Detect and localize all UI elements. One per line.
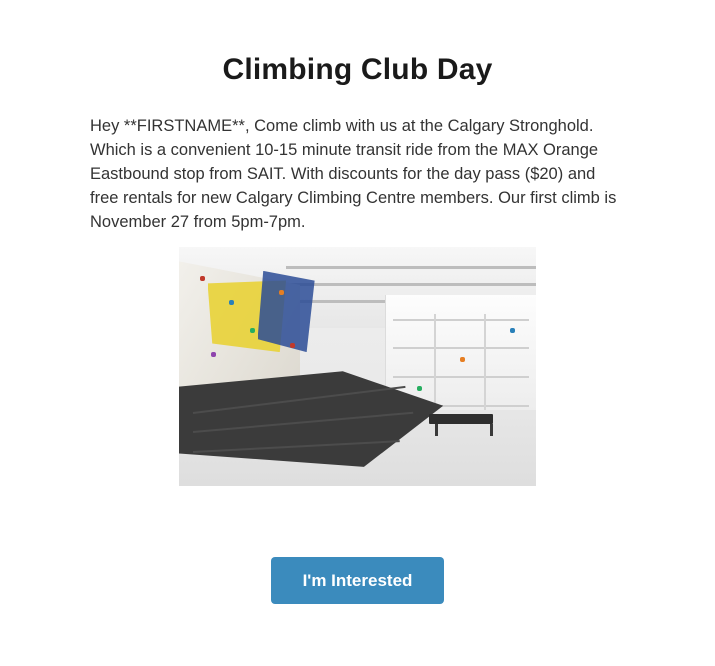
climbing-gym-photo bbox=[179, 247, 536, 486]
email-content bbox=[90, 0, 625, 486]
photo-shelf bbox=[393, 376, 529, 378]
photo-climbing-hold bbox=[510, 328, 515, 333]
photo-climbing-hold bbox=[229, 300, 234, 305]
photo-climbing-hold bbox=[211, 352, 216, 357]
photo-shelf-divider bbox=[434, 314, 436, 410]
photo-ceiling-beam bbox=[286, 283, 536, 286]
photo-climbing-hold bbox=[460, 357, 465, 362]
photo-shelf bbox=[393, 319, 529, 321]
photo-climbing-hold bbox=[279, 290, 284, 295]
photo-climbing-hold bbox=[200, 276, 205, 281]
image-block bbox=[90, 247, 625, 486]
photo-right-wall bbox=[385, 295, 536, 410]
photo-climbing-hold bbox=[290, 343, 295, 348]
cta-container bbox=[0, 557, 715, 604]
photo-shelf bbox=[393, 347, 529, 349]
photo-climbing-hold bbox=[417, 386, 422, 391]
im-interested-button[interactable]: I'm Interested bbox=[271, 557, 445, 604]
photo-wall-panel-blue bbox=[258, 271, 315, 352]
photo-bench bbox=[429, 414, 493, 424]
photo-shelf-divider bbox=[484, 314, 486, 410]
email-paragraph: Hey **FIRSTNAME**, Come climb with us at the Calgary Stronghold. Which is a convenient 10-15 minute transit ride from the MAX Orange Eastbound stop from SAIT. With discounts for the day pass ($20) and free rentals for new Calgary Climbing Centre members. Our first climb is November 27 from 5pm-7pm. bbox=[90, 117, 617, 231]
page-title: Climbing Club Day bbox=[222, 53, 493, 86]
photo-ceiling-beam bbox=[286, 266, 536, 269]
